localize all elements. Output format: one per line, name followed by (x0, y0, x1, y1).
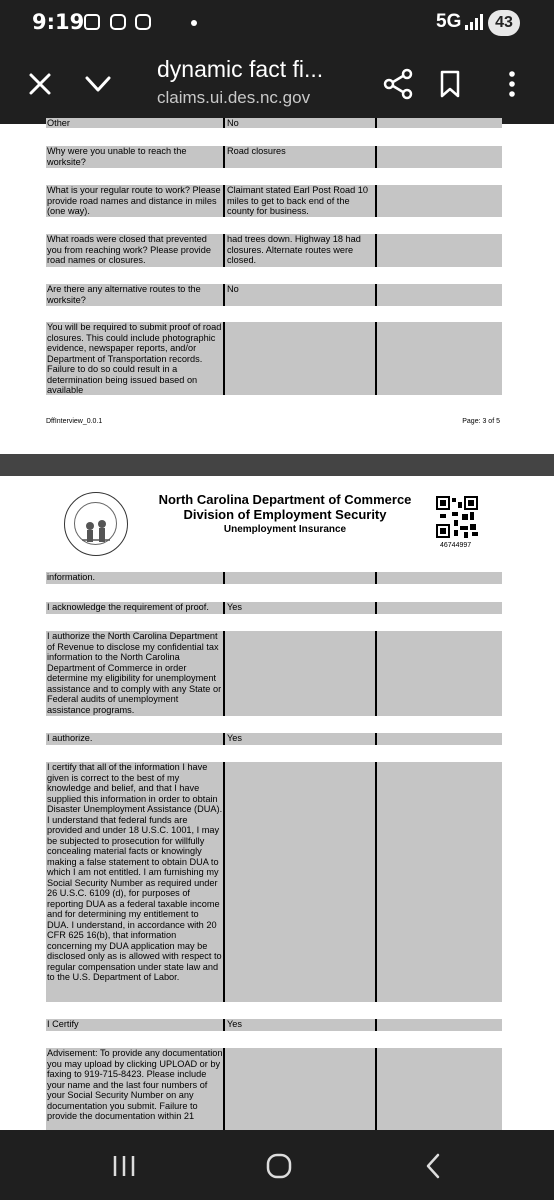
notification-icon (84, 14, 100, 30)
table-row (46, 733, 502, 745)
blank-cell (375, 1019, 502, 1031)
status-bar (0, 0, 554, 46)
question-text: Other (47, 118, 70, 128)
question-text: I certify that all of the information I have given is correct to the best of my knowledge and belief, and that I have supplied this information in order to obtain Disaster Unemployment Assistance (DUA). I understand that federal funds are provided and under 18 U.S.C. 1001, I may be subjected to prosecution for willfully concealing material facts or knowingly making a false statement to obtain DUA to which I am not entitled. I am furnishing my Social Security Number as required under 26 U.S.C. 6109 (d), for purposes of reporting DUA as a federal taxable income and for determining my entitlement to DUA. I understand, in accordance with 20 CFR 625 16(b), that information concerning my DUA application may be disclosed only as is allowed with respect to regular compensation under state law and to the U.S. Department of Labor. (47, 762, 223, 982)
instagram-icon (110, 14, 126, 30)
chevron-down-icon (78, 64, 118, 104)
table-row (46, 762, 502, 1002)
more-vert-icon (492, 64, 532, 104)
home-button[interactable] (259, 1150, 299, 1182)
more-notifications-icon (191, 20, 197, 26)
table-row (46, 572, 502, 584)
back-icon (414, 1150, 454, 1182)
blank-cell (375, 284, 502, 306)
question-text: You will be required to submit proof of road closures. This could include photographic evidence, newspaper reports, and/or Department of Transportation records. Failure to do so could result in a determination being issued based on available (47, 322, 222, 395)
blank-cell (375, 1048, 502, 1136)
answer-text: Yes (223, 602, 375, 614)
blank-cell (375, 118, 502, 128)
blank-cell (375, 185, 502, 217)
document-number: 46744997 (440, 542, 472, 549)
qr-code (436, 496, 478, 538)
question-text: What is your regular route to work? Please provide road names and distance in miles (one way). (47, 185, 221, 216)
home-icon (259, 1150, 299, 1182)
page-title: dynamic fact fi... (157, 56, 324, 82)
nc-state-seal (64, 492, 128, 556)
pdf-viewer[interactable] (0, 118, 554, 1130)
table-row (46, 602, 502, 614)
network-type: 5G (436, 11, 462, 32)
close-icon (20, 64, 60, 104)
answer-text: Yes (223, 1019, 375, 1031)
header-line-3: Unemployment Insurance (223, 524, 347, 535)
recent-apps-button[interactable] (104, 1150, 144, 1182)
table-row (46, 1048, 502, 1136)
answer-text: Claimant stated Earl Post Road 10 miles to get to back end of the county for business. (223, 185, 375, 217)
pdf-page-3 (0, 118, 554, 454)
signal-icon (465, 14, 483, 30)
table-row (46, 322, 502, 395)
answer-text: Road closures (223, 146, 375, 168)
table-row (46, 631, 502, 716)
question-text: I authorize the North Carolina Department of Revenue to disclose my confidential tax information to the North Carolina Department of Commerce in order determine my eligibility for unemployment assistance and to comply with any State or Federal audits of unemployment assistance programs. (47, 631, 222, 715)
collapse-button[interactable] (78, 64, 118, 104)
answer-text (223, 322, 375, 395)
question-text: I Certify (47, 1019, 79, 1029)
status-time: 9:19 (32, 10, 85, 34)
blank-cell (375, 322, 502, 395)
table-row (46, 1019, 502, 1031)
header-line-1: North Carolina Department of Commerce (158, 492, 412, 507)
question-text: What roads were closed that prevented you from reaching work? Please provide road names or closures. (47, 234, 211, 265)
table-row (46, 185, 502, 217)
blank-cell (375, 762, 502, 1002)
page-number: Page: 3 of 5 (462, 418, 500, 425)
instagram-icon-2 (135, 14, 151, 30)
share-button[interactable] (378, 64, 418, 104)
blank-cell (375, 733, 502, 745)
blank-cell (375, 146, 502, 168)
agency-header (120, 492, 450, 522)
question-text: I acknowledge the requirement of proof. (47, 602, 209, 612)
pdf-page-4 (0, 476, 554, 1136)
answer-text: had trees down. Highway 18 had closures. Alternate routes were closed. (223, 234, 375, 267)
question-text: Advisement: To provide any documentation you may upload by clicking UPLOAD or by faxing to 919-715-8423. Please include your name and the last four numbers of your Social Security Number on any documentation you submit. Failure to provide the documentation within 21 (47, 1048, 223, 1121)
question-text: I authorize. (47, 733, 93, 743)
recent-apps-icon (104, 1150, 144, 1182)
page-url: claims.ui.des.nc.gov (157, 88, 311, 107)
blank-cell (375, 572, 502, 584)
question-text: Are there any alternative routes to the worksite? (47, 284, 201, 305)
answer-text: Yes (223, 733, 375, 745)
bookmark-button[interactable] (430, 64, 470, 104)
close-button[interactable] (20, 64, 60, 104)
blank-cell (375, 234, 502, 267)
blank-cell (375, 631, 502, 716)
answer-text: No (223, 284, 375, 306)
battery-indicator: 43 (488, 10, 520, 36)
browser-toolbar (0, 46, 554, 124)
table-row (46, 234, 502, 267)
table-row (46, 146, 502, 168)
table-row (46, 118, 502, 128)
header-line-2: Division of Employment Security (183, 507, 387, 522)
system-nav-bar (0, 1130, 554, 1200)
blank-cell (375, 602, 502, 614)
share-icon (378, 64, 418, 104)
answer-text (223, 631, 375, 716)
question-text: information. (47, 572, 96, 582)
answer-text (223, 572, 375, 584)
table-row (46, 284, 502, 306)
answer-text (223, 762, 375, 1002)
question-text: Why were you unable to reach the worksite? (47, 146, 187, 167)
answer-text: No (223, 118, 375, 128)
answer-text (223, 1048, 375, 1136)
back-button[interactable] (414, 1150, 454, 1182)
bookmark-icon (430, 64, 470, 104)
doc-footer-id: DffInterview_0.0.1 (46, 418, 103, 425)
more-options-button[interactable] (492, 64, 532, 104)
